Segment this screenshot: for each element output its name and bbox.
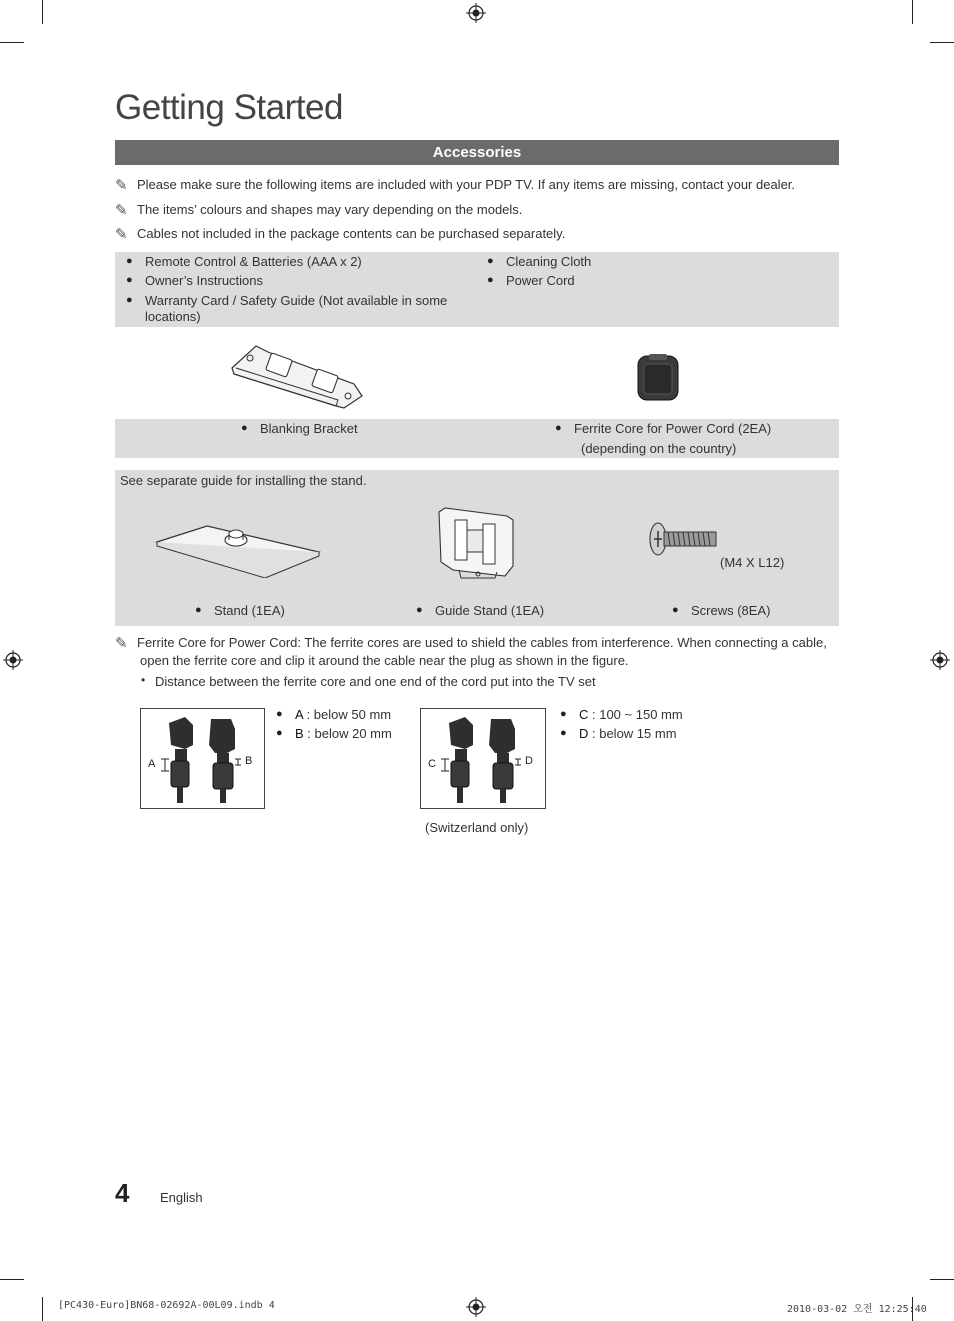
bullet: ● bbox=[126, 294, 133, 306]
crop-mark bbox=[930, 42, 954, 43]
registration-mark-icon bbox=[466, 3, 486, 23]
ferrite-note-continuation: open the ferrite core and clip it around the cable near the plug as shown in the figure. bbox=[140, 653, 629, 668]
list-item: Remote Control & Batteries (AAA x 2) bbox=[145, 254, 362, 269]
page-number: 4 bbox=[115, 1178, 130, 1208]
ferrite-note: ✎ Ferrite Core for Power Cord: The ferrite cores are used to shield the cables from interference. When connecting a cable, bbox=[115, 635, 827, 652]
spec-d: D : below 15 mm bbox=[579, 726, 677, 741]
bullet: ● bbox=[416, 604, 423, 616]
ferrite-core-note: (depending on the country) bbox=[581, 441, 737, 456]
ferrite-figure-ab bbox=[140, 708, 265, 809]
list-item: Cleaning Cloth bbox=[506, 254, 592, 269]
list-item: Warranty Card / Safety Guide (Not available in some bbox=[145, 293, 448, 308]
section-header-accessories: Accessories bbox=[115, 140, 839, 165]
list-item-continuation: locations) bbox=[145, 309, 201, 324]
dimension-label-a: A bbox=[148, 758, 156, 770]
note-line: ✎ Cables not included in the package contents can be purchased separately. bbox=[115, 226, 566, 243]
crop-mark bbox=[42, 1297, 43, 1321]
stand-image bbox=[155, 522, 321, 578]
print-file-info: [PC430-Euro]BN68-02692A-00L09.indb 4 bbox=[58, 1300, 275, 1311]
bullet: ● bbox=[276, 727, 283, 739]
dimension-label-d: D bbox=[525, 755, 533, 767]
list-item: Owner’s Instructions bbox=[145, 273, 264, 288]
guide-stand-label: Guide Stand (1EA) bbox=[435, 603, 545, 618]
blanking-bracket-image bbox=[226, 340, 366, 412]
stand-label: Stand (1EA) bbox=[214, 603, 285, 618]
ferrite-core-label: Ferrite Core for Power Cord (2EA) bbox=[574, 421, 772, 436]
bullet: ● bbox=[560, 708, 567, 720]
sub-bullet: • bbox=[141, 673, 146, 687]
pencil-note-icon: ✎ bbox=[115, 635, 128, 652]
note-line: ✎ Please make sure the following items are included with your PDP TV. If any items are missing, contact your dealer. bbox=[115, 177, 796, 194]
pencil-note-icon: ✎ bbox=[115, 177, 128, 194]
distance-note: Distance between the ferrite core and one end of the cord put into the TV set bbox=[155, 674, 596, 689]
bullet: ● bbox=[195, 604, 202, 616]
bullet: ● bbox=[487, 274, 494, 286]
bullet: ● bbox=[560, 727, 567, 739]
bullet: ● bbox=[276, 708, 283, 720]
bullet: ● bbox=[241, 422, 248, 434]
crop-mark bbox=[912, 0, 913, 24]
spec-b: B : below 20 mm bbox=[295, 726, 392, 741]
spec-c: C : 100 ~ 150 mm bbox=[579, 707, 683, 722]
crop-mark bbox=[0, 42, 24, 43]
spec-a: A : below 50 mm bbox=[295, 707, 392, 722]
ferrite-figure-cd bbox=[420, 708, 546, 809]
crop-mark bbox=[930, 1279, 954, 1280]
note-line: ✎ The items’ colours and shapes may vary depending on the models. bbox=[115, 202, 523, 219]
bullet: ● bbox=[672, 604, 679, 616]
registration-mark-icon bbox=[3, 650, 23, 670]
crop-mark bbox=[0, 1279, 24, 1280]
registration-mark-icon bbox=[930, 650, 950, 670]
ferrite-core-image bbox=[635, 352, 681, 402]
pencil-note-icon: ✎ bbox=[115, 226, 128, 243]
crop-mark bbox=[42, 0, 43, 24]
registration-mark-icon bbox=[466, 1297, 486, 1317]
switzerland-note: (Switzerland only) bbox=[425, 820, 529, 835]
blanking-bracket-label: Blanking Bracket bbox=[260, 421, 358, 436]
guide-stand-image bbox=[433, 506, 519, 580]
stand-guide-note: See separate guide for installing the stand. bbox=[120, 473, 367, 488]
bullet: ● bbox=[126, 274, 133, 286]
bullet: ● bbox=[555, 422, 562, 434]
bullet: ● bbox=[126, 255, 133, 267]
screws-label: Screws (8EA) bbox=[691, 603, 771, 618]
bullet: ● bbox=[487, 255, 494, 267]
screw-size-label: (M4 X L12) bbox=[720, 555, 785, 570]
page-language: English bbox=[160, 1190, 203, 1205]
dimension-label-b: B bbox=[245, 755, 253, 767]
list-item: Power Cord bbox=[506, 273, 575, 288]
dimension-label-c: C bbox=[428, 758, 436, 770]
print-date-info: 2010-03-02 오전 12:25:40 bbox=[787, 1304, 927, 1315]
screw-image bbox=[648, 521, 720, 557]
page-title: Getting Started bbox=[115, 88, 343, 127]
pencil-note-icon: ✎ bbox=[115, 202, 128, 219]
